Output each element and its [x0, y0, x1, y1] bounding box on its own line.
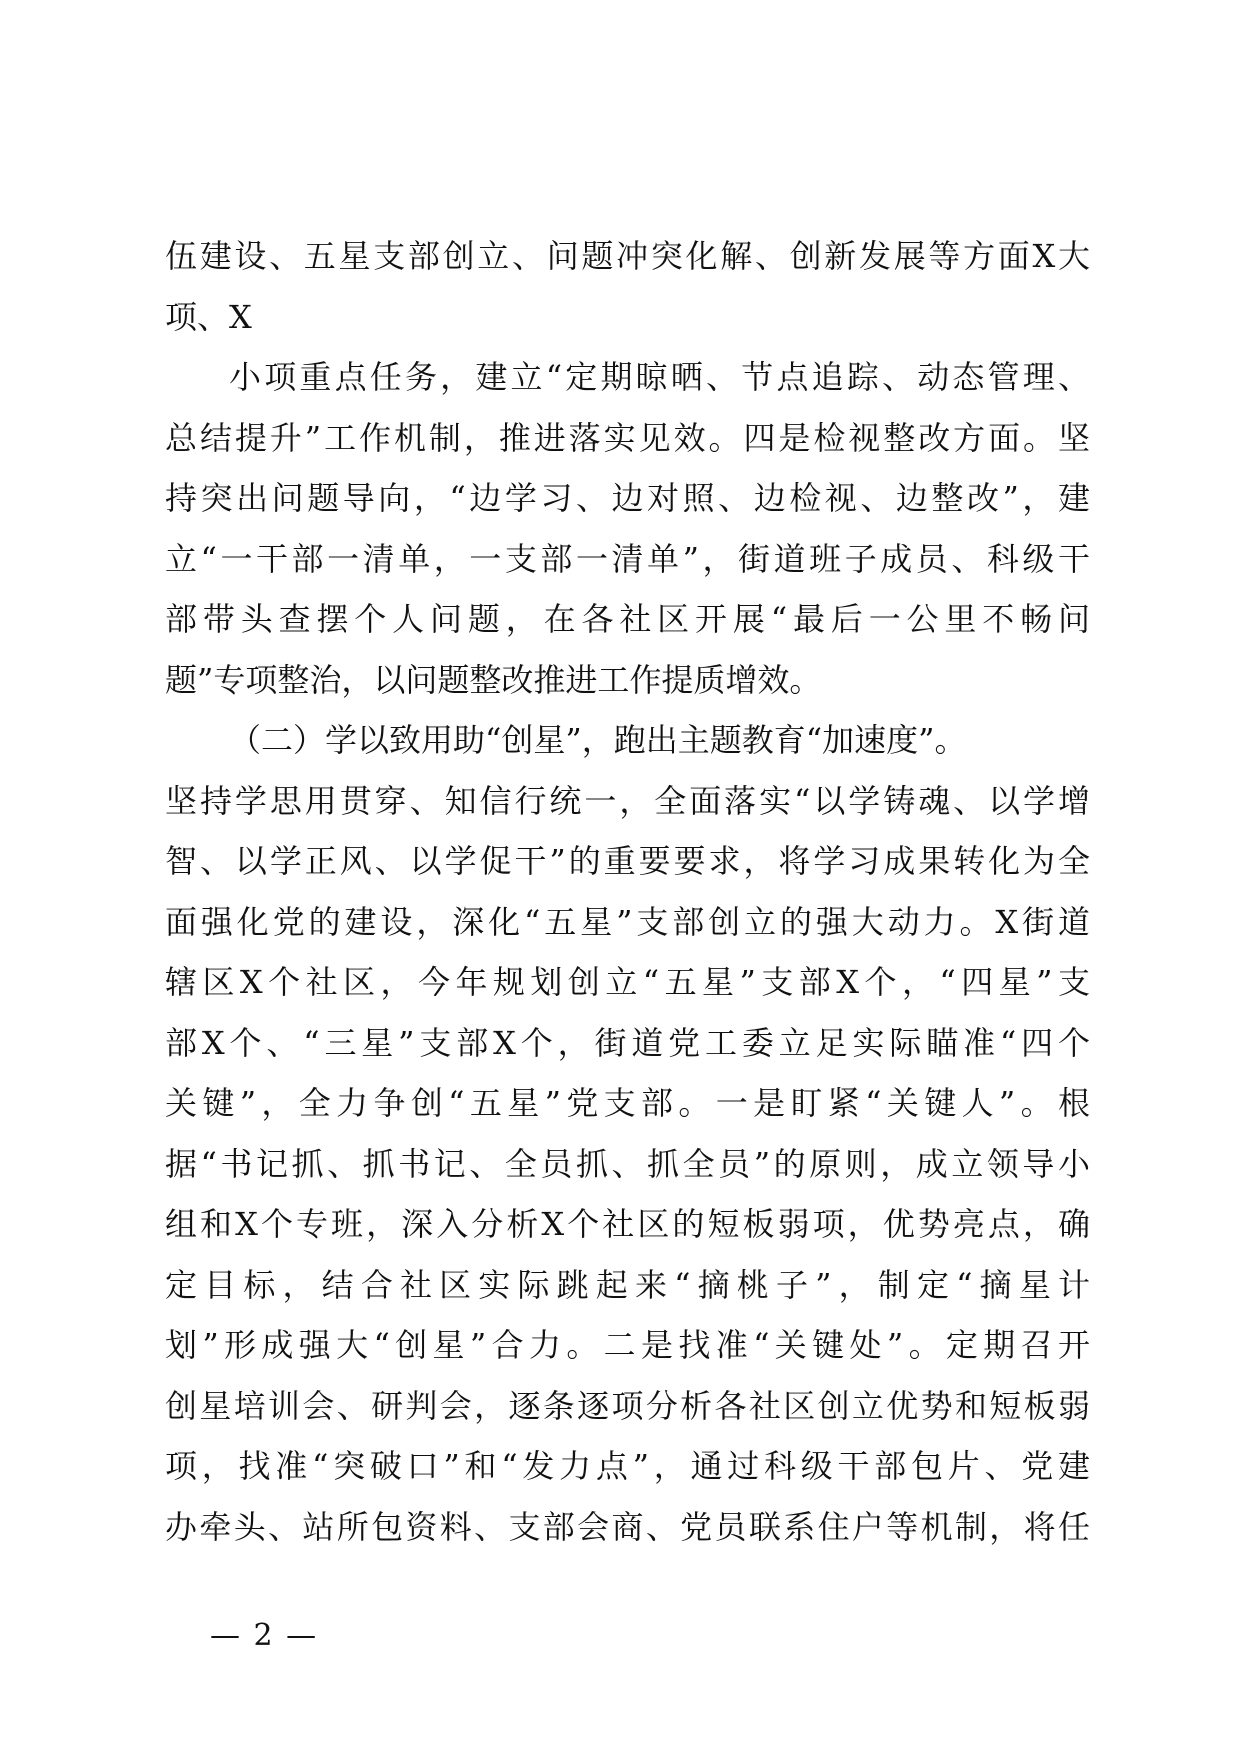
text-line: 办牵头、站所包资料、支部会商、党员联系住户等机制，将任: [165, 1507, 1090, 1546]
text-line: 坚持学思用贯穿、知信行统一，全面落实“以学铸魂、以学增: [165, 781, 1090, 820]
text-line: 题”专项整治，以问题整改推进工作提质增效。: [165, 660, 822, 699]
text-line: 划”形成强大“创星”合力。二是找准“关键处”。定期召开: [165, 1326, 1090, 1364]
text-line: 部带头查摆个人问题，在各社区开展“最后一公里不畅问: [165, 600, 1090, 638]
page-number: — 2 —: [210, 1618, 319, 1653]
text-line: 辖区X个社区，今年规划创立“五星”支部X个，“四星”支: [165, 963, 1090, 1001]
text-line: 据“书记抓、抓书记、全员抓、抓全员”的原则，成立领导小: [165, 1144, 1090, 1183]
text-line: 总结提升”工作机制，推进落实见效。四是检视整改方面。坚: [165, 418, 1090, 457]
text-line: 项，找准“突破口”和“发力点”，通过科级干部包片、党建: [165, 1447, 1090, 1485]
paragraph-first-line: 小项重点任务，建立“定期晾晒、节点追踪、动态管理、: [229, 358, 1090, 396]
text-line: 定目标，结合社区实际跳起来“摘桃子”，制定“摘星计: [165, 1265, 1090, 1304]
text-line: 创星培训会、研判会，逐条逐项分析各社区创立优势和短板弱: [165, 1386, 1090, 1425]
section-heading-line: （二）学以致用助“创星”，跑出主题教育“加速度”。: [229, 721, 967, 759]
text-line: 立“一干部一清单，一支部一清单”，街道班子成员、科级干: [165, 539, 1090, 578]
text-line: 部X个、“三星”支部X个，街道党工委立足实际瞄准“四个: [165, 1023, 1090, 1062]
text-line: 伍建设、五星支部创立、问题冲突化解、创新发展等方面X大: [165, 237, 1090, 275]
text-line: 组和X个专班，深入分析X个社区的短板弱项，优势亮点，确: [165, 1205, 1090, 1243]
text-line: 面强化党的建设，深化“五星”支部创立的强大动力。X街道: [165, 902, 1090, 941]
text-line: 智、以学正风、以学促干”的重要要求，将学习成果转化为全: [165, 842, 1090, 880]
text-line: 项、X: [165, 297, 252, 336]
document-body: [165, 226, 1090, 1557]
text-line: 持突出问题导向，“边学习、边对照、边检视、边整改”，建: [165, 479, 1090, 517]
text-line: 关键”，全力争创“五星”党支部。一是盯紧“关键人”。根: [165, 1084, 1090, 1122]
